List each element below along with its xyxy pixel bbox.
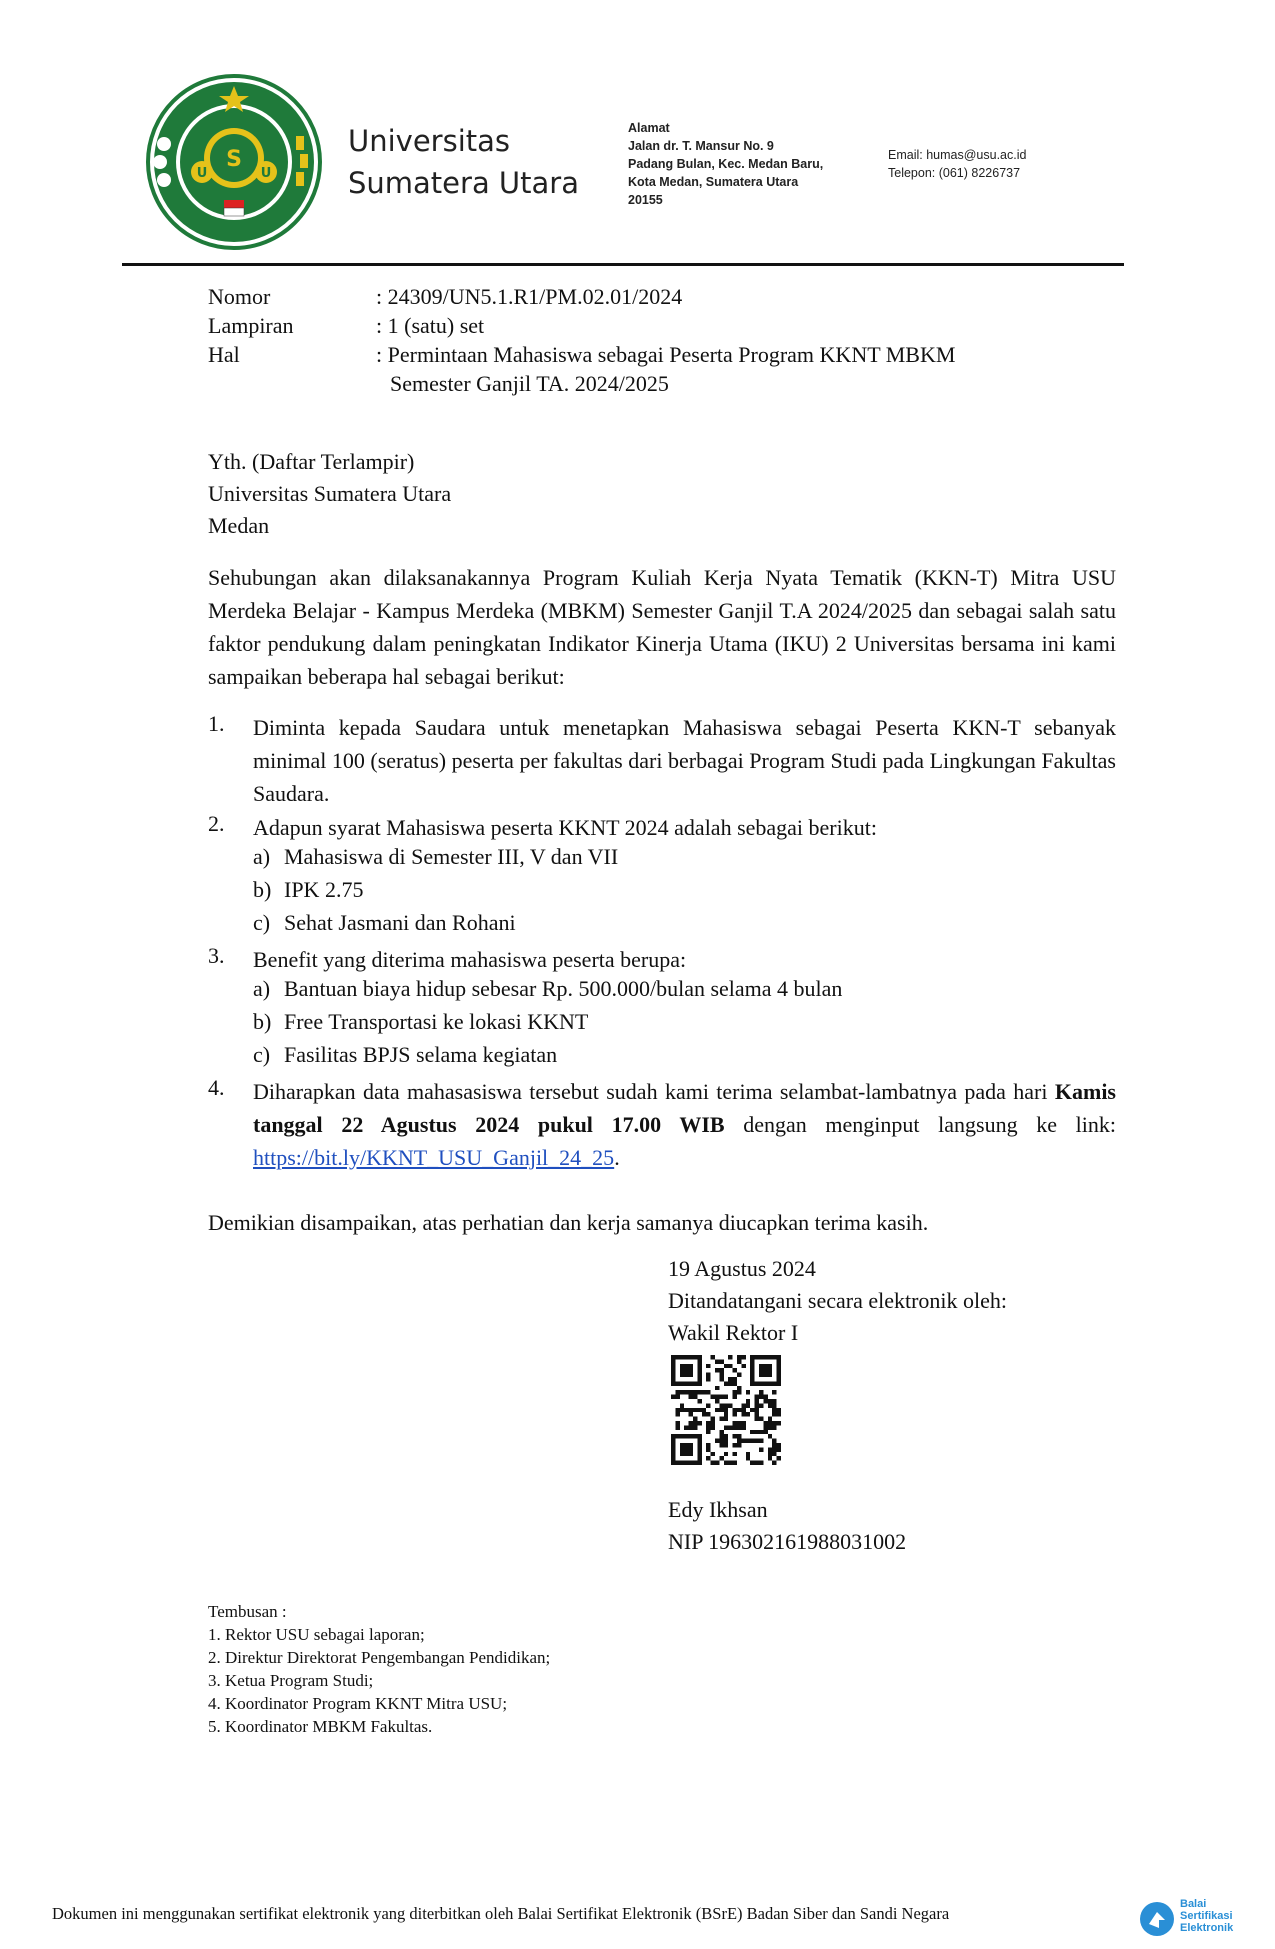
signer-position: Wakil Rektor I <box>668 1320 799 1345</box>
point-2-text: Adapun syarat Mahasiswa peserta KKNT 2024 adalah sebagai berikut: <box>253 815 877 840</box>
sub-label: c) <box>253 1042 271 1067</box>
address-label: Alamat <box>628 121 670 135</box>
lampiran-value: : 1 (satu) set <box>376 313 485 338</box>
qr-code <box>671 1355 781 1465</box>
point-4-text <box>253 1075 1116 1174</box>
sub-label: c) <box>253 910 271 935</box>
point-number: 1. <box>208 711 225 736</box>
cc-item: 1. Rektor USU sebagai laporan; <box>208 1625 425 1644</box>
cc-title: Tembusan : <box>208 1602 287 1621</box>
svg-text:U: U <box>196 166 208 181</box>
point-3-text: Benefit yang diterima mahasiswa peserta berupa: <box>253 947 687 972</box>
sub-label: a) <box>253 976 271 1001</box>
sub-label: b) <box>253 877 272 902</box>
recipient-line: Yth. (Daftar Terlampir) <box>208 449 415 474</box>
bsre-text: Elektronik <box>1180 1922 1234 1934</box>
sub-item: IPK 2.75 <box>284 877 364 902</box>
bsre-text: Balai <box>1180 1898 1207 1910</box>
sub-item: Free Transportasi ke lokasi KKNT <box>284 1009 589 1034</box>
point-4-end: . <box>614 1145 620 1170</box>
closing-text: Demikian disampaikan, atas perhatian dan kerja samanya diucapkan terima kasih. <box>208 1210 929 1235</box>
cc-item: 2. Direktur Direktorat Pengembangan Pendidikan; <box>208 1648 551 1667</box>
sub-item: Sehat Jasmani dan Rohani <box>284 910 516 935</box>
address-line: 20155 <box>628 193 663 207</box>
svg-text:U: U <box>260 166 272 181</box>
point-4-pre: Diharapkan data mahasasiswa tersebut sudah kami terima selambat-lambatnya pada hari <box>253 1079 1055 1104</box>
cc-item: 3. Ketua Program Studi; <box>208 1671 374 1690</box>
cc-item: 5. Koordinator MBKM Fakultas. <box>208 1717 433 1736</box>
deadline-text: Kamis tanggal 22 Agustus 2024 pukul 17.00 WIB <box>253 1079 1116 1137</box>
header-divider <box>122 263 1124 266</box>
submission-link[interactable]: https://bit.ly/KKNT_USU_Ganjil_24_25 <box>253 1145 615 1170</box>
bsre-icon <box>1138 1900 1176 1938</box>
nomor-value: : 24309/UN5.1.R1/PM.02.01/2024 <box>376 284 683 309</box>
sub-item: Bantuan biaya hidup sebesar Rp. 500.000/bulan selama 4 bulan <box>284 976 843 1001</box>
point-number: 3. <box>208 943 225 968</box>
signer-nip: NIP 196302161988031002 <box>668 1529 907 1554</box>
sub-label: b) <box>253 1009 272 1034</box>
footer-disclaimer: Dokumen ini menggunakan sertifikat elektronik yang diterbitkan oleh Balai Sertifikat Elektronik (BSrE) Badan Siber dan Sandi Negara <box>52 1904 950 1923</box>
signature-date: 19 Agustus 2024 <box>668 1256 816 1281</box>
point-4-mid: dengan menginput langsung ke link: <box>724 1112 1117 1137</box>
bsre-logo <box>1138 1898 1268 1940</box>
svg-text:S: S <box>226 147 242 172</box>
recipient-line: Medan <box>208 513 270 538</box>
university-name-line-2: Sumatera Utara <box>348 166 579 200</box>
hal-value: : Permintaan Mahasiswa sebagai Peserta Program KKNT MBKM <box>376 342 956 367</box>
university-name-line-1: Universitas <box>348 124 511 158</box>
sub-label: a) <box>253 844 271 869</box>
recipient-line: Universitas Sumatera Utara <box>208 481 452 506</box>
signer-name: Edy Ikhsan <box>668 1497 768 1522</box>
point-number: 4. <box>208 1075 225 1100</box>
email-text: Email: humas@usu.ac.id <box>888 148 1027 162</box>
address-line: Padang Bulan, Kec. Medan Baru, <box>628 157 824 171</box>
nomor-label: Nomor <box>208 284 271 309</box>
intro-paragraph: Sehubungan akan dilaksanakannya Program Kuliah Kerja Nyata Tematik (KKN-T) Mitra USU Merdeka Belajar - Kampus Merdeka (MBKM) Semester Ganjil T.A 2024/2025 dan sebagai salah satu faktor pendukung dalam peningkatan Indikator Kinerja Utama (IKU) 2 Universitas bersama ini kami sampaikan beberapa hal sebagai berikut: <box>208 565 1116 689</box>
point-number: 2. <box>208 811 225 836</box>
address-line: Jalan dr. T. Mansur No. 9 <box>628 139 774 153</box>
signed-by-text: Ditandatangani secara elektronik oleh: <box>668 1288 1008 1313</box>
sub-item: Mahasiswa di Semester III, V dan VII <box>284 844 619 869</box>
cc-item: 4. Koordinator Program KKNT Mitra USU; <box>208 1694 508 1713</box>
hal-label: Hal <box>208 342 240 367</box>
hal-value-continued: Semester Ganjil TA. 2024/2025 <box>390 371 669 396</box>
address-line: Kota Medan, Sumatera Utara <box>628 175 799 189</box>
usu-logo <box>146 74 322 250</box>
lampiran-label: Lampiran <box>208 313 294 338</box>
point-1-text: Diminta kepada Saudara untuk menetapkan Mahasiswa sebagai Peserta KKN-T sebanyak minimal 100 (seratus) peserta per fakultas dari berbagai Program Studi pada Lingkungan Fakultas Saudara. <box>253 715 1116 806</box>
phone-text: Telepon: (061) 8226737 <box>888 166 1021 180</box>
sub-item: Fasilitas BPJS selama kegiatan <box>284 1042 558 1067</box>
bsre-text: Sertifikasi <box>1180 1910 1233 1922</box>
